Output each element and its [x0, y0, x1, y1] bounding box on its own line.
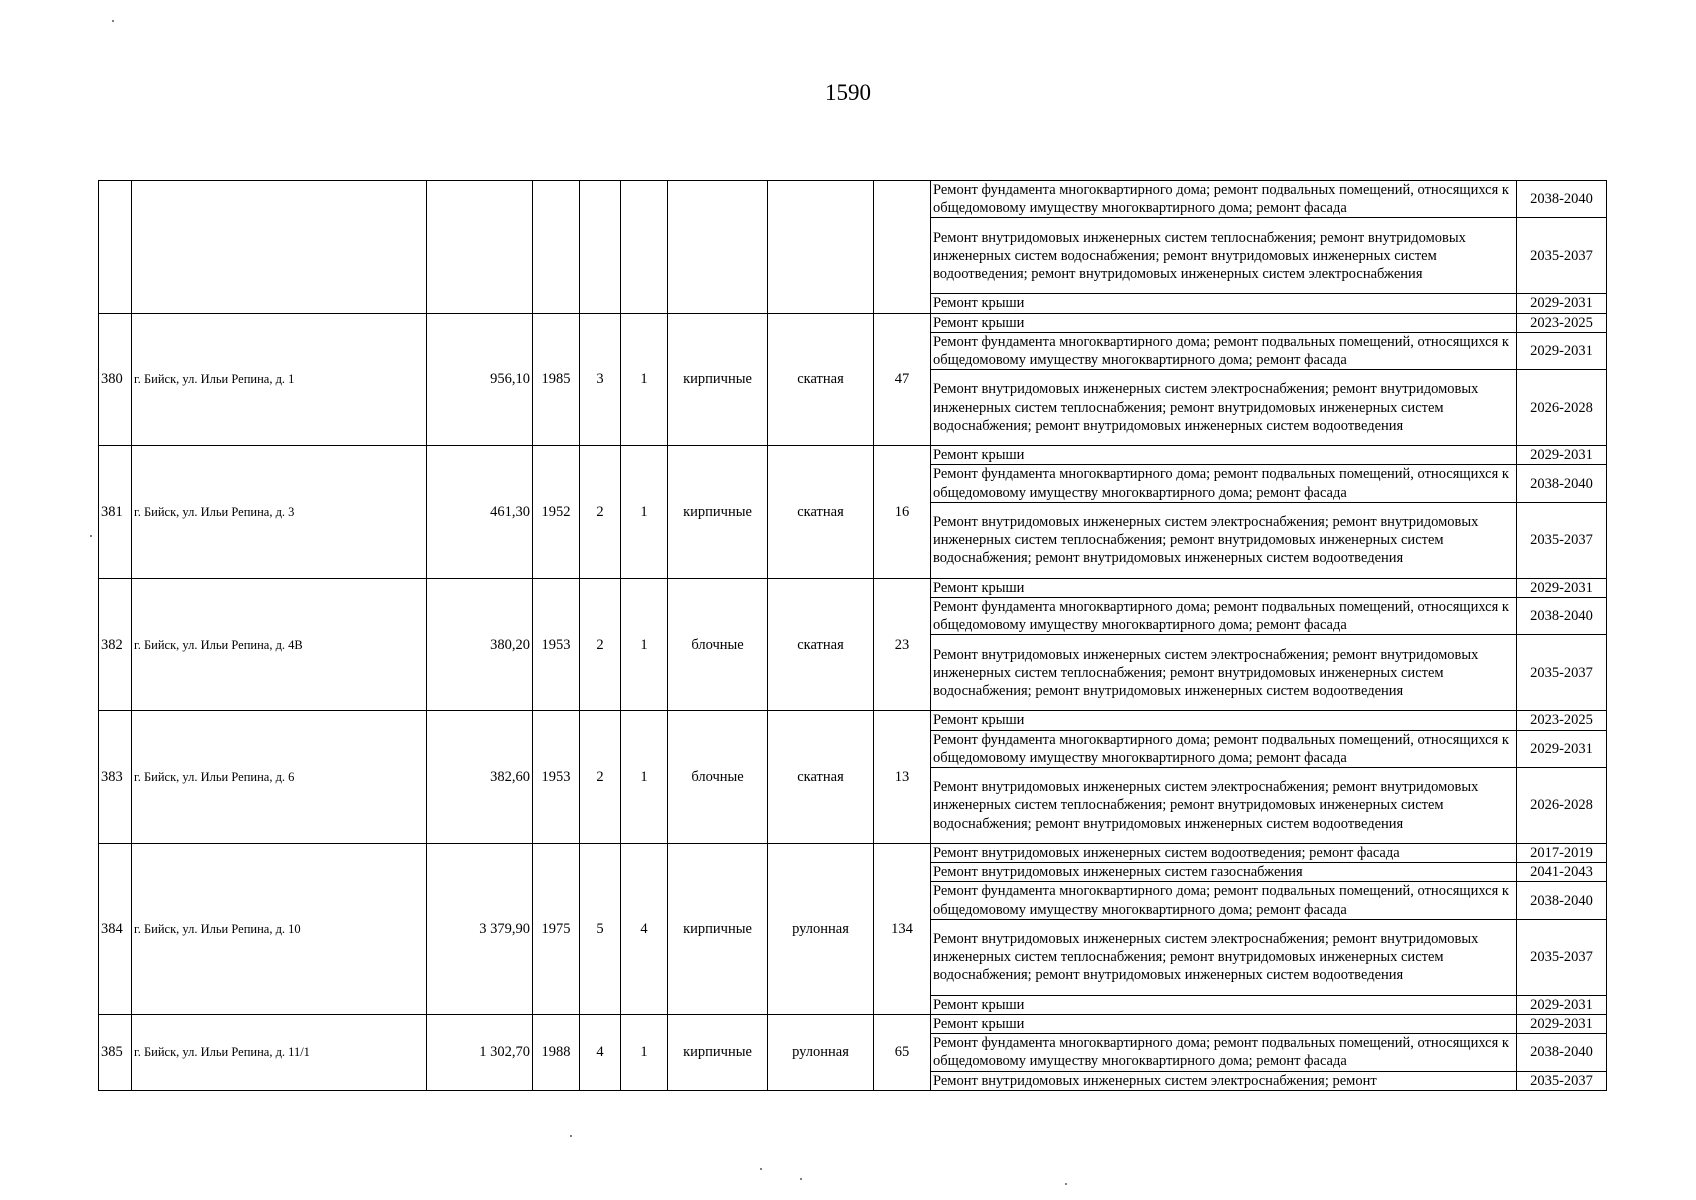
cell-year: 1975 [533, 844, 580, 1015]
cell-address: г. Бийск, ул. Ильи Репина, д. 1 [132, 313, 427, 446]
cell-period: 2029-2031 [1517, 730, 1607, 767]
cell-address: г. Бийск, ул. Ильи Репина, д. 3 [132, 446, 427, 579]
cell-work: Ремонт крыши [931, 711, 1517, 730]
cell-residents [874, 181, 931, 314]
cell-entrances: 1 [621, 313, 668, 446]
cell-walls: кирпичные [668, 313, 768, 446]
cell-entrances: 1 [621, 1015, 668, 1091]
cell-work: Ремонт крыши [931, 313, 1517, 332]
cell-no: 381 [99, 446, 132, 579]
cell-period: 2023-2025 [1517, 711, 1607, 730]
table-row [99, 1015, 1607, 1034]
cell-year: 1952 [533, 446, 580, 579]
cell-work: Ремонт крыши [931, 578, 1517, 597]
cell-period: 2026-2028 [1517, 370, 1607, 446]
cell-period: 2029-2031 [1517, 332, 1607, 369]
cell-period: 2029-2031 [1517, 294, 1607, 313]
cell-period: 2035-2037 [1517, 502, 1607, 578]
cell-area [427, 181, 533, 314]
cell-period: 2038-2040 [1517, 465, 1607, 502]
cell-residents: 13 [874, 711, 931, 844]
cell-period: 2038-2040 [1517, 1034, 1607, 1071]
cell-work: Ремонт фундамента многоквартирного дома; ремонт подвальных помещений, относящихся к общедомовому имуществу многоквартирного дома; ремонт фасада [931, 882, 1517, 919]
cell-work: Ремонт фундамента многоквартирного дома; ремонт подвальных помещений, относящихся к общедомовому имуществу многоквартирного дома; ремонт фасада [931, 1034, 1517, 1071]
cell-area: 382,60 [427, 711, 533, 844]
cell-period: 2029-2031 [1517, 995, 1607, 1014]
page-number: 1590 [825, 80, 871, 105]
cell-walls: блочные [668, 711, 768, 844]
cell-no: 384 [99, 844, 132, 1015]
cell-walls: кирпичные [668, 446, 768, 579]
cell-floors: 2 [580, 446, 621, 579]
table-row [99, 181, 1607, 218]
cell-no: 380 [99, 313, 132, 446]
cell-work: Ремонт крыши [931, 446, 1517, 465]
cell-residents: 47 [874, 313, 931, 446]
cell-period: 2038-2040 [1517, 882, 1607, 919]
cell-work: Ремонт внутридомовых инженерных систем электроснабжения; ремонт внутридомовых инженерных систем теплоснабжения; ремонт внутридомовых инженерных систем водоснабжения; ремонт внутридомовых инженерных систем водоотведения [931, 370, 1517, 446]
cell-period: 2026-2028 [1517, 768, 1607, 844]
cell-period: 2023-2025 [1517, 313, 1607, 332]
cell-period: 2041-2043 [1517, 863, 1607, 882]
cell-work: Ремонт фундамента многоквартирного дома; ремонт подвальных помещений, относящихся к общедомовому имуществу многоквартирного дома; ремонт фасада [931, 730, 1517, 767]
cell-entrances: 4 [621, 844, 668, 1015]
cell-year: 1953 [533, 578, 580, 711]
cell-year: 1953 [533, 711, 580, 844]
cell-address: г. Бийск, ул. Ильи Репина, д. 10 [132, 844, 427, 1015]
cell-period: 2029-2031 [1517, 1015, 1607, 1034]
cell-roof: скатная [768, 711, 874, 844]
cell-walls: кирпичные [668, 1015, 768, 1091]
cell-roof: скатная [768, 446, 874, 579]
cell-work: Ремонт внутридомовых инженерных систем электроснабжения; ремонт внутридомовых инженерных систем теплоснабжения; ремонт внутридомовых инженерных систем водоснабжения; ремонт внутридомовых инженерных систем водоотведения [931, 768, 1517, 844]
cell-address: г. Бийск, ул. Ильи Репина, д. 4В [132, 578, 427, 711]
cell-work: Ремонт внутридомовых инженерных систем электроснабжения; ремонт внутридомовых инженерных систем теплоснабжения; ремонт внутридомовых инженерных систем водоснабжения; ремонт внутридомовых инженерных систем водоотведения [931, 502, 1517, 578]
table-row [99, 844, 1607, 863]
housing-repair-table [98, 180, 1607, 1091]
cell-residents: 65 [874, 1015, 931, 1091]
cell-entrances: 1 [621, 711, 668, 844]
scan-speck [112, 20, 114, 22]
cell-year: 1988 [533, 1015, 580, 1091]
cell-work: Ремонт крыши [931, 1015, 1517, 1034]
cell-work: Ремонт фундамента многоквартирного дома; ремонт подвальных помещений, относящихся к общедомовому имуществу многоквартирного дома; ремонт фасада [931, 598, 1517, 635]
cell-work: Ремонт внутридомовых инженерных систем газоснабжения [931, 863, 1517, 882]
scan-speck [800, 1178, 802, 1180]
cell-period: 2038-2040 [1517, 598, 1607, 635]
cell-address [132, 181, 427, 314]
scan-speck [1065, 1183, 1067, 1185]
cell-floors: 2 [580, 711, 621, 844]
cell-work: Ремонт фундамента многоквартирного дома; ремонт подвальных помещений, относящихся к общедомовому имуществу многоквартирного дома; ремонт фасада [931, 181, 1517, 218]
cell-work: Ремонт фундамента многоквартирного дома; ремонт подвальных помещений, относящихся к общедомовому имуществу многоквартирного дома; ремонт фасада [931, 465, 1517, 502]
cell-floors: 4 [580, 1015, 621, 1091]
cell-floors: 2 [580, 578, 621, 711]
cell-roof: скатная [768, 313, 874, 446]
cell-roof: рулонная [768, 1015, 874, 1091]
scan-speck [90, 535, 92, 537]
cell-address: г. Бийск, ул. Ильи Репина, д. 6 [132, 711, 427, 844]
cell-area: 1 302,70 [427, 1015, 533, 1091]
cell-work: Ремонт внутридомовых инженерных систем электроснабжения; ремонт [931, 1071, 1517, 1090]
cell-area: 3 379,90 [427, 844, 533, 1015]
cell-period: 2029-2031 [1517, 446, 1607, 465]
cell-work: Ремонт крыши [931, 294, 1517, 313]
cell-year: 1985 [533, 313, 580, 446]
cell-entrances: 1 [621, 578, 668, 711]
scan-speck [760, 1168, 762, 1170]
cell-work: Ремонт крыши [931, 995, 1517, 1014]
cell-period: 2035-2037 [1517, 1071, 1607, 1090]
cell-period: 2029-2031 [1517, 578, 1607, 597]
cell-period: 2035-2037 [1517, 919, 1607, 995]
cell-period: 2017-2019 [1517, 844, 1607, 863]
cell-area: 380,20 [427, 578, 533, 711]
cell-residents: 23 [874, 578, 931, 711]
cell-walls: кирпичные [668, 844, 768, 1015]
cell-area: 461,30 [427, 446, 533, 579]
cell-walls: блочные [668, 578, 768, 711]
cell-period: 2035-2037 [1517, 635, 1607, 711]
cell-floors: 3 [580, 313, 621, 446]
cell-residents: 134 [874, 844, 931, 1015]
cell-floors [580, 181, 621, 314]
cell-area: 956,10 [427, 313, 533, 446]
cell-roof: рулонная [768, 844, 874, 1015]
cell-work: Ремонт внутридомовых инженерных систем теплоснабжения; ремонт внутридомовых инженерных систем водоснабжения; ремонт внутридомовых инженерных систем водоотведения; ремонт внутридомовых инженерных систем электроснабжения [931, 218, 1517, 294]
cell-work: Ремонт внутридомовых инженерных систем электроснабжения; ремонт внутридомовых инженерных систем теплоснабжения; ремонт внутридомовых инженерных систем водоснабжения; ремонт внутридомовых инженерных систем водоотведения [931, 919, 1517, 995]
table-row [99, 578, 1607, 597]
cell-work: Ремонт внутридомовых инженерных систем водоотведения; ремонт фасада [931, 844, 1517, 863]
cell-walls [668, 181, 768, 314]
cell-period: 2038-2040 [1517, 181, 1607, 218]
cell-year [533, 181, 580, 314]
table-row [99, 711, 1607, 730]
table-body [99, 181, 1607, 1091]
cell-roof: скатная [768, 578, 874, 711]
cell-floors: 5 [580, 844, 621, 1015]
cell-no [99, 181, 132, 314]
cell-entrances [621, 181, 668, 314]
cell-address: г. Бийск, ул. Ильи Репина, д. 11/1 [132, 1015, 427, 1091]
table-row [99, 313, 1607, 332]
cell-work: Ремонт внутридомовых инженерных систем электроснабжения; ремонт внутридомовых инженерных систем теплоснабжения; ремонт внутридомовых инженерных систем водоснабжения; ремонт внутридомовых инженерных систем водоотведения [931, 635, 1517, 711]
scan-speck [570, 1135, 572, 1137]
cell-work: Ремонт фундамента многоквартирного дома; ремонт подвальных помещений, относящихся к общедомовому имуществу многоквартирного дома; ремонт фасада [931, 332, 1517, 369]
cell-no: 385 [99, 1015, 132, 1091]
cell-roof [768, 181, 874, 314]
cell-no: 383 [99, 711, 132, 844]
table-row [99, 446, 1607, 465]
cell-no: 382 [99, 578, 132, 711]
cell-residents: 16 [874, 446, 931, 579]
cell-period: 2035-2037 [1517, 218, 1607, 294]
cell-entrances: 1 [621, 446, 668, 579]
